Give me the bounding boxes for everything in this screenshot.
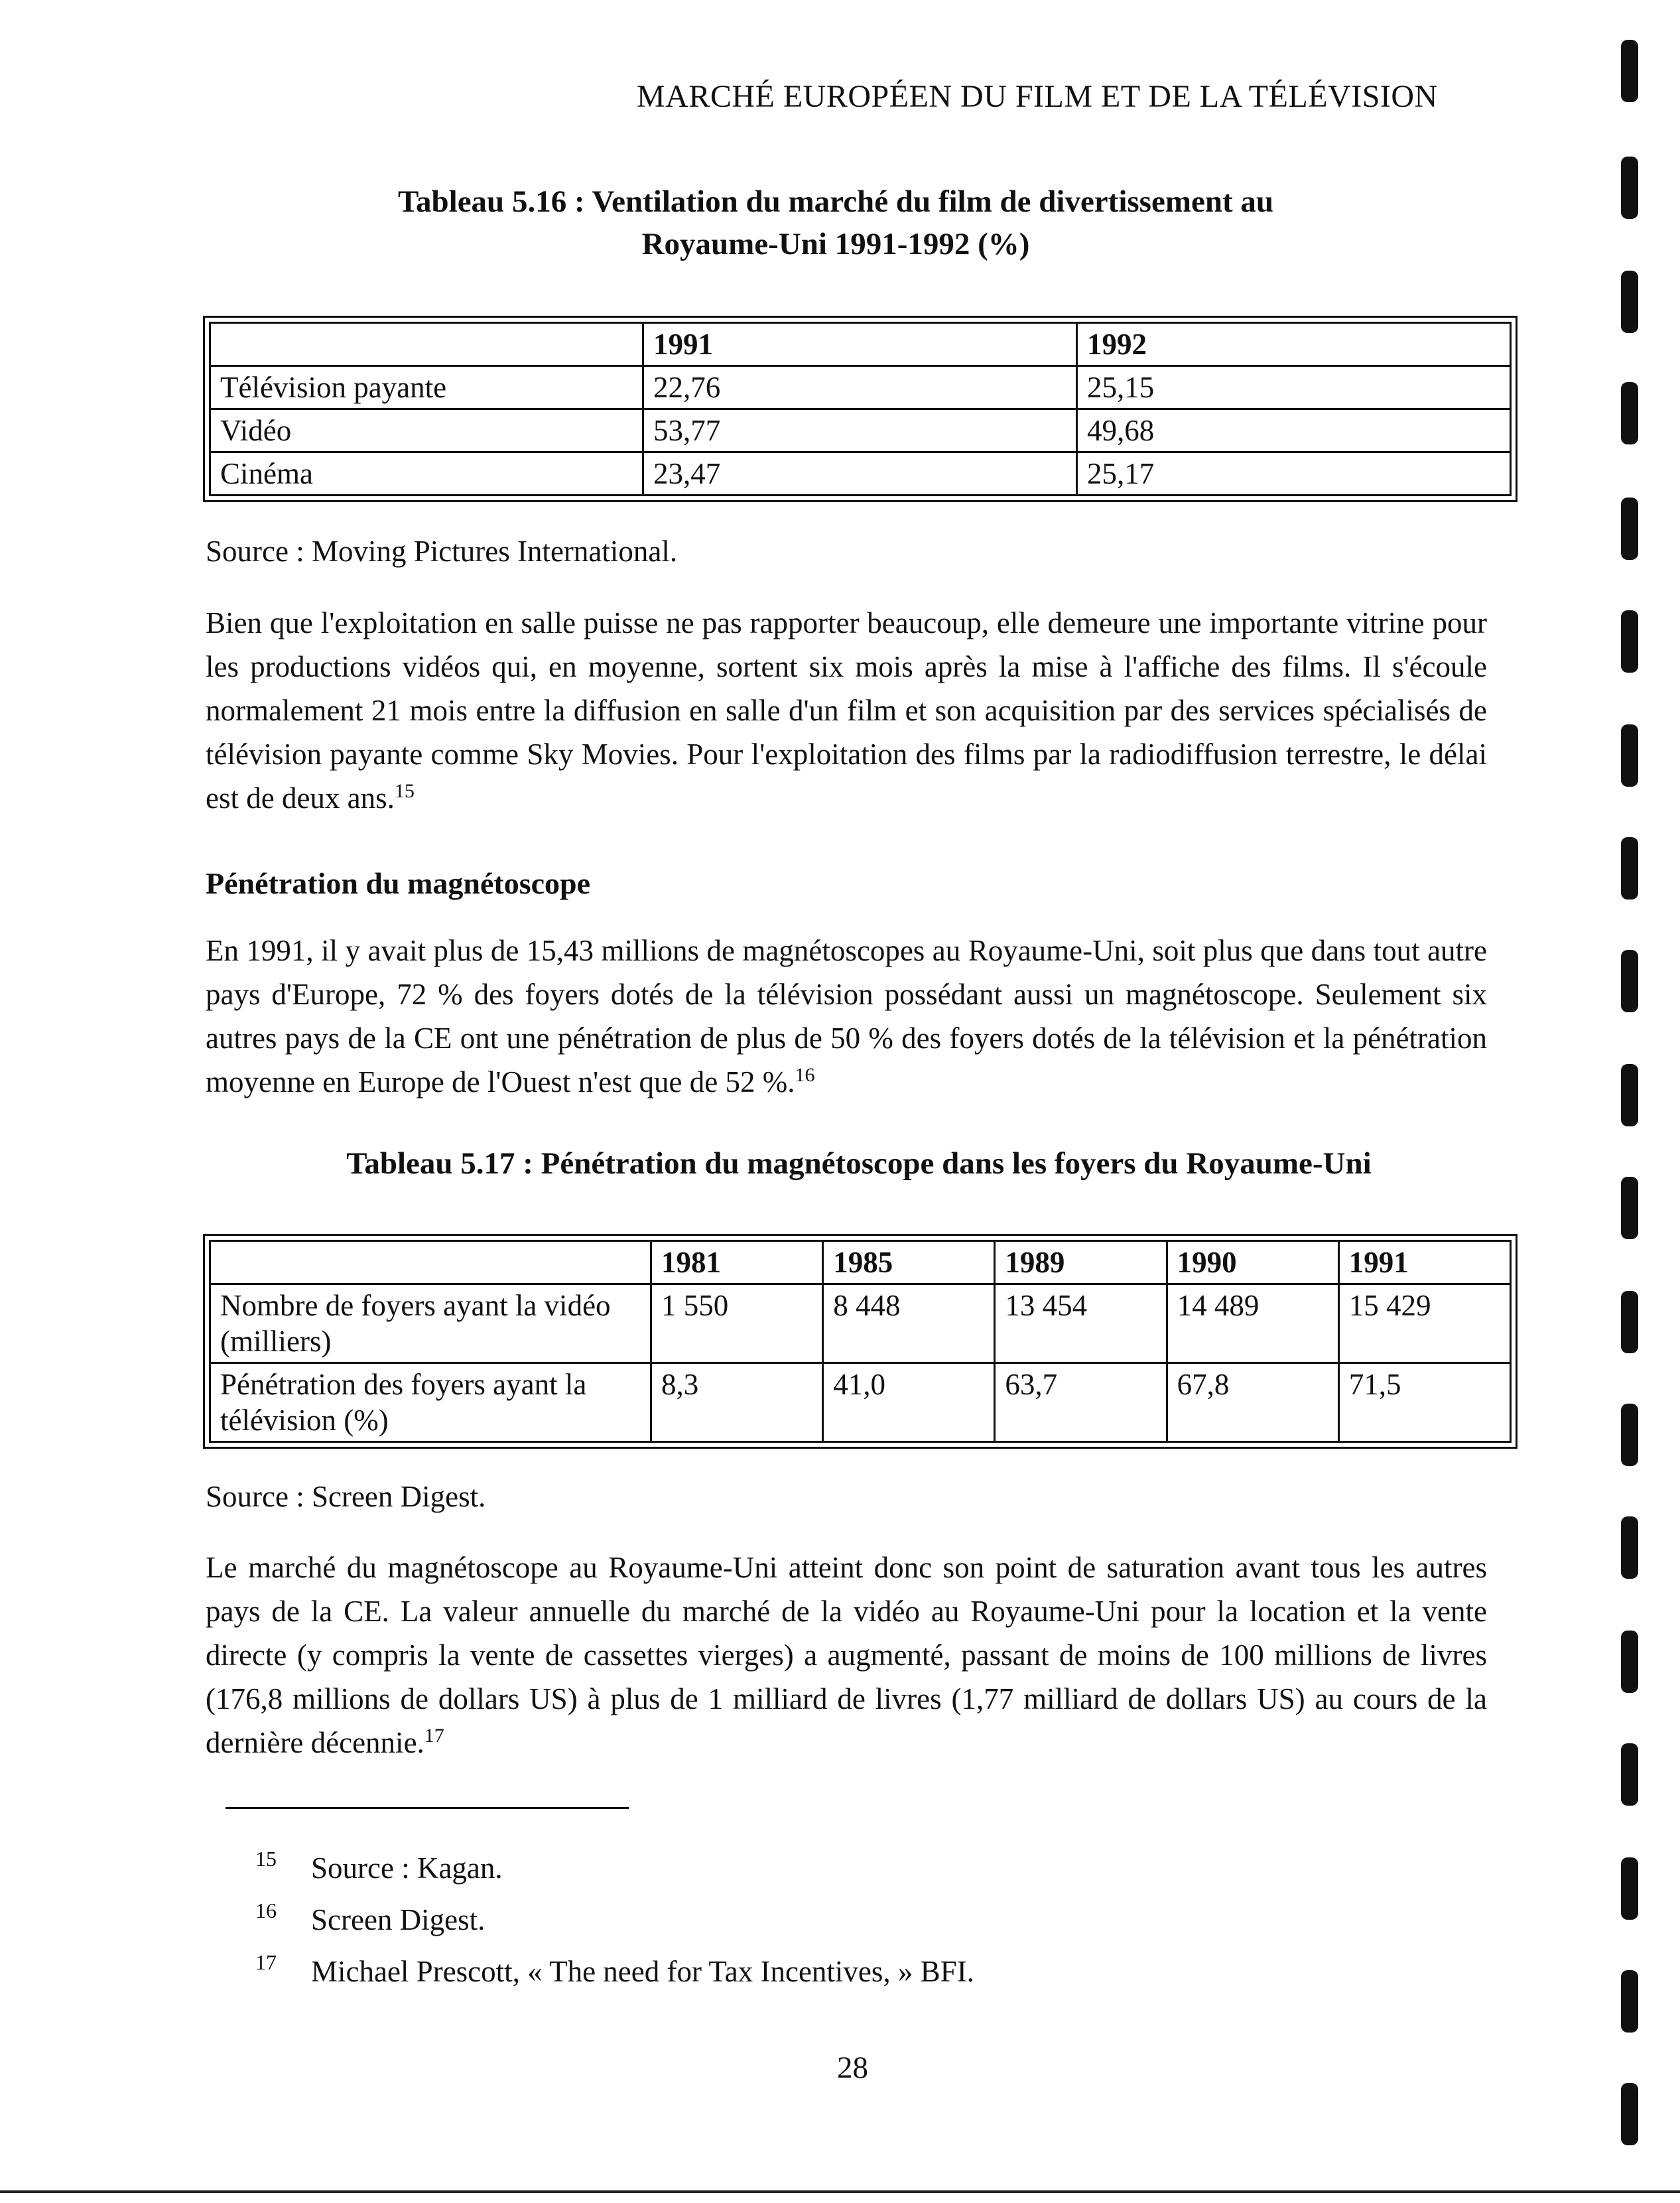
binder-hole xyxy=(1621,950,1638,1012)
header-cell: 1991 xyxy=(643,323,1076,366)
binder-hole xyxy=(1621,1177,1638,1239)
header-cell: 1985 xyxy=(823,1241,995,1284)
paragraph xyxy=(206,1546,1487,1765)
footnote xyxy=(255,1950,974,1989)
table-cell: 14 489 xyxy=(1167,1284,1338,1363)
table-cell: 25,17 xyxy=(1076,452,1510,496)
footnote xyxy=(255,1847,503,1885)
table-cell: 53,77 xyxy=(643,409,1076,452)
table-cell: 1 550 xyxy=(651,1284,823,1363)
table-cell: 63,7 xyxy=(995,1363,1167,1442)
footnote xyxy=(255,1899,485,1937)
row-label: Nombre de foyers ayant la vidéo (milliers) xyxy=(210,1284,651,1363)
table-5-16 xyxy=(203,316,1518,502)
row-label: Télévision payante xyxy=(210,366,643,409)
footnote-number: 15 xyxy=(255,1847,277,1871)
table-row xyxy=(210,1363,1511,1442)
footnote-ref: 15 xyxy=(394,780,415,802)
binder-hole xyxy=(1621,382,1638,444)
table-row xyxy=(210,366,1511,409)
binder-hole xyxy=(1621,271,1638,333)
table-cell: 8 448 xyxy=(823,1284,995,1363)
paragraph-text: En 1991, il y avait plus de 15,43 millions de magnétoscopes au Royaume-Uni, soit plus que dans tout autre pays d'Europe, 72 % des foyers dotés de la télévision possédant aussi un magnétoscope. Seulement six autres pays de la CE ont une pénétration de plus de 50 % des foyers dotés de la télévision et la pénétration moyenne en Europe de l'Ouest n'est que de 52 %. xyxy=(206,934,1487,1099)
footnote-separator xyxy=(226,1807,629,1809)
header-cell: 1989 xyxy=(995,1241,1167,1284)
binder-hole xyxy=(1621,1064,1638,1126)
caption-line-1: Tableau 5.16 : Ventilation du marché du film de divertissement au xyxy=(397,184,1274,219)
table-cell: 25,15 xyxy=(1076,366,1510,409)
table-cell: 15 429 xyxy=(1338,1284,1510,1363)
binder-hole xyxy=(1621,1631,1638,1693)
header-cell xyxy=(210,1241,651,1284)
paragraph-text: Le marché du magnétoscope au Royaume-Uni atteint donc son point de saturation avant tous les autres pays de la CE. La valeur annuelle du marché de la vidéo au Royaume-Uni pour la location et la vente directe (y compris la vente de cassettes vierges) a augmenté, passant de moins de 100 millions de livres (176,8 millions de dollars US) à plus de 1 milliard de livres (1,77 milliard de dollars US) au cours de la dernière décennie. xyxy=(206,1551,1487,1759)
table-header-row xyxy=(210,323,1511,366)
paragraph xyxy=(206,601,1487,820)
table-cell: 41,0 xyxy=(823,1363,995,1442)
header-cell: 1991 xyxy=(1338,1241,1510,1284)
binder-hole xyxy=(1621,837,1638,900)
binder-hole xyxy=(1621,724,1638,787)
footnote-number: 16 xyxy=(255,1899,277,1922)
footnote-ref: 16 xyxy=(795,1064,815,1086)
binder-hole xyxy=(1621,1404,1638,1466)
table-cell: 8,3 xyxy=(651,1363,823,1442)
table-header-row xyxy=(210,1241,1511,1284)
binder-hole xyxy=(1621,2083,1638,2145)
binder-hole xyxy=(1621,610,1638,673)
table-cell: 13 454 xyxy=(995,1284,1167,1363)
paragraph-text: Bien que l'exploitation en salle puisse ne pas rapporter beaucoup, elle demeure une importante vitrine pour les productions vidéos qui, en moyenne, sortent six mois après la mise à l'affiche des films. Il s'écoule normalement 21 mois entre la diffusion en salle d'un film et son acquisition par des services spécialisés de télévision payante comme Sky Movies. Pour l'exploitation des films par la radiodiffusion terrestre, le délai est de deux ans. xyxy=(206,606,1487,815)
page-bottom-edge xyxy=(0,2190,1680,2193)
table-5-16-caption xyxy=(292,180,1380,265)
binder-hole xyxy=(1621,40,1638,102)
paragraph xyxy=(206,929,1487,1104)
table-5-17 xyxy=(203,1234,1518,1449)
table-row xyxy=(210,409,1511,452)
header-cell: 1992 xyxy=(1076,323,1510,366)
table-cell: 49,68 xyxy=(1076,409,1510,452)
table-cell: 67,8 xyxy=(1167,1363,1338,1442)
footnote-number: 17 xyxy=(255,1950,277,1974)
row-label: Vidéo xyxy=(210,409,643,452)
table-row xyxy=(210,452,1511,496)
binder-hole xyxy=(1621,1516,1638,1579)
binder-hole xyxy=(1621,1970,1638,2033)
section-heading: Pénétration du magnétoscope xyxy=(206,866,591,900)
footnote-text: Michael Prescott, « The need for Tax Incentives, » BFI. xyxy=(311,1955,974,1988)
table-cell: 71,5 xyxy=(1338,1363,1510,1442)
binder-hole xyxy=(1621,1291,1638,1353)
header-cell: 1990 xyxy=(1167,1241,1338,1284)
binder-hole xyxy=(1621,1743,1638,1806)
footnote-text: Source : Kagan. xyxy=(311,1851,503,1885)
row-label: Pénétration des foyers ayant la télévision (%) xyxy=(210,1363,651,1442)
row-label: Cinéma xyxy=(210,452,643,496)
footnote-ref: 17 xyxy=(424,1725,444,1747)
table-cell: 23,47 xyxy=(643,452,1076,496)
running-header: MARCHÉ EUROPÉEN DU FILM ET DE LA TÉLÉVISION xyxy=(637,79,1438,114)
binder-hole xyxy=(1621,1857,1638,1920)
footnote-text: Screen Digest. xyxy=(311,1903,485,1936)
caption-line-2: Royaume-Uni 1991-1992 (%) xyxy=(641,227,1030,261)
table-cell: 22,76 xyxy=(643,366,1076,409)
table-row xyxy=(210,1284,1511,1363)
header-cell: 1981 xyxy=(651,1241,823,1284)
page-number: 28 xyxy=(837,2050,868,2085)
table-5-17-source: Source : Screen Digest. xyxy=(206,1480,486,1513)
binder-hole xyxy=(1621,498,1638,560)
binder-hole xyxy=(1621,157,1638,219)
header-cell xyxy=(210,323,643,366)
table-5-17-caption: Tableau 5.17 : Pénétration du magnétoscope dans les foyers du Royaume-Uni xyxy=(346,1146,1372,1181)
table-5-16-source: Source : Moving Pictures International. xyxy=(206,535,678,568)
